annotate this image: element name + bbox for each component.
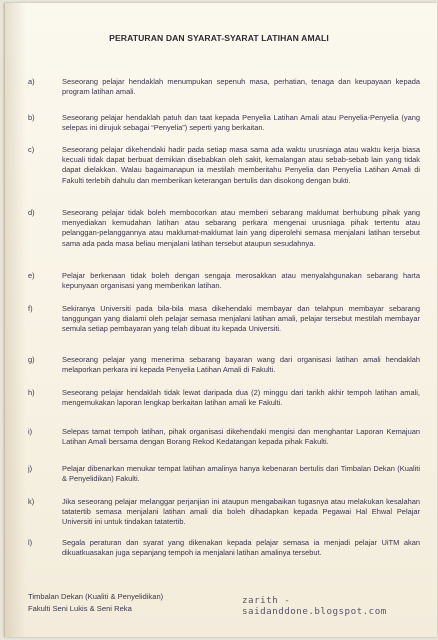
clause-letter: l)	[28, 538, 33, 547]
clause-text: Seseorang pelajar hendaklah patuh dan taat kepada Penyelia Latihan Amali atau Penyelia-Penyelia (yang selepas ini dirujuk sebagai “Penyelia”) seperti yang berkaitan.	[62, 113, 420, 133]
clause-text: Seseorang pelajar hendaklah menumpukan sepenuh masa, perhatian, tenaga dan keupayaan kepada program latihan amali.	[62, 77, 420, 97]
signatory-title: Timbalan Dekan (Kualiti & Penyelidikan)	[28, 592, 164, 601]
clause-text: Seseorang pelajar tidak boleh membocorkan atau memberi sebarang maklumat berhubung pihak yang menyediakan kemudahan latihan atau sebarang perkara mengenai urusniaga pihak tertentu atau pelanggan-pelanggannya atau maklumat-maklumat lain yang diperolehi semasa menjalani latihan tersebut sama ada pada masa beliau menjalani latihan tersebut ataupun sesudahnya.	[62, 208, 420, 248]
clause-letter: a)	[28, 77, 35, 86]
clause-letter: g)	[28, 355, 35, 364]
clause-text: Selepas tamat tempoh latihan, pihak organisasi dikehendaki mengisi dan menghantar Laporan Kemajuan Latihan Amali bersama dengan Borang Rekod Kedatangan kepada pihak Fakulti.	[62, 427, 420, 447]
clause-letter: h)	[28, 388, 35, 397]
clause-text: Seseorang pelajar dikehendaki hadir pada setiap masa sama ada waktu urusniaga atau waktu kerja biasa kecuali tidak dapat berbuat demikian disebabkan oleh sakit, kemalangan atau sebab-sebab lain yang tidak dapat dielakkan. Walau bagaimanapun ia mestilah memberitahu Penyelia dan Penyelia Latihan Amali di Fakulti terlebih dahulu dan memberikan keterangan bertulis dan disokong dengan bukti.	[62, 145, 420, 185]
clause-letter: e)	[28, 271, 35, 280]
clause-letter: i)	[28, 427, 33, 436]
clause-text: Segala peraturan dan syarat yang dikenakan kepada pelajar semasa ia menjadi pelajar UiTM akan dikuatkuasakan juga sepanjang tempoh ia menjalani latihan amalinya tersebut.	[62, 538, 420, 558]
clause-letter: d)	[28, 208, 35, 217]
clause-letter: f)	[28, 304, 33, 313]
clause-text: Seseorang pelajar yang menerima sebarang bayaran wang dari organisasi latihan amali hendaklah melaporkan perkara ini kepada Penyelia Latihan Amali di Fakulti.	[62, 355, 420, 375]
clause-letter: k)	[28, 497, 35, 506]
clause-letter: b)	[28, 113, 35, 122]
clause-letter: j)	[28, 464, 33, 473]
clause-text: Pelajar berkenaan tidak boleh dengan sengaja merosakkan atau menyalahgunakan sebarang harta kepunyaan organisasi yang memberikan latihan.	[62, 271, 420, 291]
clause-text: Seseorang pelajar hendaklah tidak lewat daripada dua (2) minggu dari tarikh akhir tempoh latihan amali, mengemukakan laporan lengkap berkaitan latihan amali ke Fakulti.	[62, 388, 420, 408]
clause-text: Sekiranya Universiti pada bila-bila masa dikehendaki membayar dan telahpun membayar sebarang tanggungan yang dialami oleh pelajar semasa menjalani latihan amali, pelajar tersebut mestilah membayar semula setiap pembayaran yang telah dibuat itu kepada Universiti.	[62, 304, 420, 334]
blog-watermark: zarith - saidanddone.blogspot.com	[242, 595, 387, 617]
document-title: PERATURAN DAN SYARAT-SYARAT LATIHAN AMALI	[109, 33, 329, 43]
clause-text: Jika seseorang pelajar melanggar perjanjian ini ataupun mengabaikan tugasnya atau melakukan kesalahan tatatertib semasa menjalani latihan amali dia boleh dihadapkan kepada Pegawai Hal Ehwal Pelajar Universiti ini untuk tindakan tatatertib.	[62, 497, 420, 527]
clause-letter: c)	[28, 145, 35, 154]
signatory-faculty: Fakulti Seni Lukis & Seni Reka	[28, 604, 132, 613]
clause-text: Pelajar dibenarkan menukar tempat latihan amalinya hanya kebenaran bertulis dari Timbalan Dekan (Kualiti & Penyelidikan) Fakulti.	[62, 464, 420, 484]
